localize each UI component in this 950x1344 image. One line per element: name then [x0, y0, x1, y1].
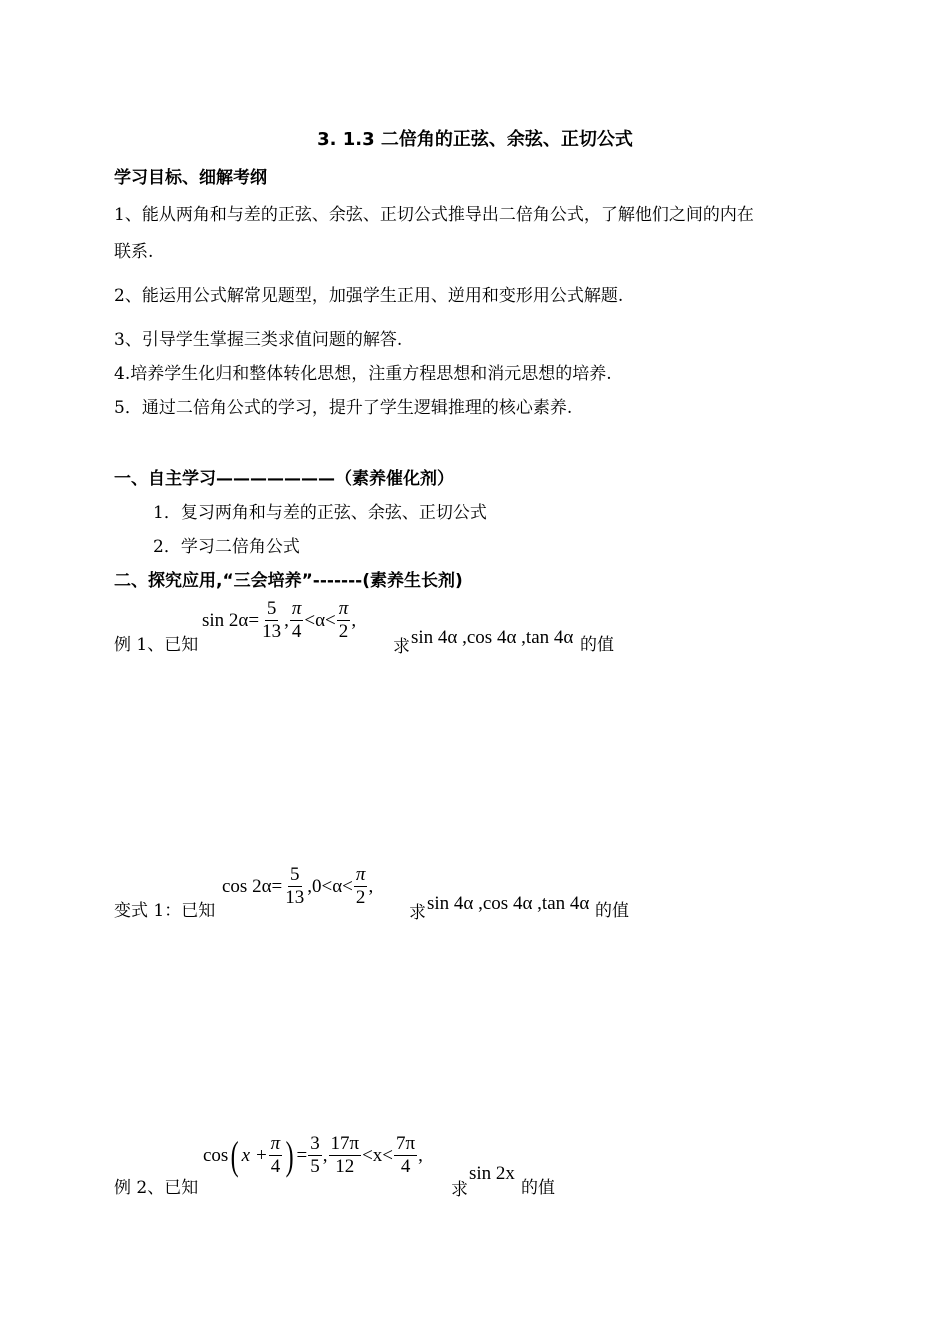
- example2-fraction-3-5: [308, 1133, 322, 1178]
- example1-seek: 求: [393, 637, 410, 657]
- section1-item-1: 1．复习两角和与差的正弦、余弦、正切公式: [153, 503, 487, 523]
- fraction-denominator: 13: [285, 887, 305, 908]
- example2-target: sin 2x: [469, 1163, 515, 1184]
- fraction-denominator: 13: [262, 621, 282, 642]
- example2-seek: 求: [451, 1180, 468, 1200]
- fraction-numerator: 5: [266, 598, 277, 619]
- example2-prefix: 例 2、已知: [114, 1178, 199, 1198]
- example2-comma-2: ,: [418, 1144, 423, 1166]
- example1-condition-formula: [202, 598, 356, 643]
- variant1-equals: =: [271, 875, 283, 897]
- fraction-numerator: 3: [310, 1133, 320, 1154]
- example2-fraction-17pi-12: [329, 1133, 362, 1178]
- fraction-numerator: 5: [290, 864, 300, 885]
- objective-5: 5．通过二倍角公式的学习，提升了学生逻辑推理的核心素养.: [114, 398, 573, 418]
- variant1-fraction-5-13: [283, 864, 306, 909]
- fraction-numerator: 17π: [330, 1133, 360, 1154]
- fraction-numerator: π: [291, 598, 302, 619]
- example2-inequality: <x<: [362, 1144, 394, 1166]
- variant1-seek: 求: [409, 903, 426, 923]
- example1-fraction-5-13: [260, 598, 283, 643]
- fraction-denominator: 4: [270, 1156, 281, 1177]
- example1-suffix: 的值: [580, 635, 614, 655]
- example1-equals: =: [248, 609, 260, 631]
- section1-heading: 一、自主学习———————（素养催化剂）: [114, 469, 454, 489]
- left-paren: (: [230, 1132, 239, 1178]
- section1-item-2: 2．学习二倍角公式: [153, 537, 300, 557]
- example1-inequality: <α<: [304, 609, 336, 631]
- variant1-prefix: 变式 1：已知: [114, 901, 216, 921]
- objective-1-line-2: 联系.: [114, 242, 154, 262]
- example1-comma-2: ,: [351, 609, 357, 631]
- example2-fraction-pi-4: [269, 1133, 283, 1178]
- section2-heading: 二、探究应用,“三会培养”-------(素养生长剂): [114, 571, 463, 591]
- variant1-range: ,0<α<: [307, 875, 353, 897]
- objective-2: 2、能运用公式解常见题型，加强学生正用、逆用和变形用公式解题.: [114, 286, 624, 306]
- example1-fraction-pi-4: [290, 598, 304, 643]
- variant1-condition-formula: [222, 864, 373, 909]
- example2-cos: cos: [203, 1144, 229, 1166]
- example1-comma-1: ,: [284, 609, 289, 631]
- fraction-denominator: 12: [335, 1156, 355, 1177]
- page-title: 3. 1.3 二倍角的正弦、余弦、正切公式: [317, 129, 633, 150]
- example2-condition-formula: [203, 1133, 423, 1178]
- example2-x-plus: x +: [241, 1144, 268, 1166]
- example1-targets: sin 4α ,cos 4α ,tan 4α: [411, 627, 574, 648]
- variant1-comma: ,: [368, 875, 374, 897]
- variant1-suffix: 的值: [595, 901, 629, 921]
- fraction-numerator: π: [355, 864, 366, 885]
- example2-equals: =: [296, 1144, 308, 1166]
- objective-3: 3、引导学生掌握三类求值问题的解答.: [114, 330, 403, 350]
- example1-prefix: 例 1、已知: [114, 635, 199, 655]
- fraction-numerator: π: [338, 598, 349, 619]
- objective-4: 4.培养学生化归和整体转化思想，注重方程思想和消元思想的培养.: [114, 364, 612, 384]
- fraction-denominator: 2: [338, 621, 349, 642]
- fraction-numerator: π: [270, 1133, 281, 1154]
- fraction-numerator: 7π: [396, 1133, 416, 1154]
- fraction-denominator: 2: [355, 887, 366, 908]
- example1-fraction-pi-2: [337, 598, 351, 643]
- example2-fraction-7pi-4: [394, 1133, 417, 1178]
- variant1-targets: sin 4α ,cos 4α ,tan 4α: [427, 893, 590, 914]
- fraction-denominator: 5: [310, 1156, 320, 1177]
- right-paren: ): [285, 1132, 294, 1178]
- fraction-denominator: 4: [291, 621, 302, 642]
- variant1-fraction-pi-2: [354, 864, 368, 909]
- example2-suffix: 的值: [521, 1178, 555, 1198]
- example2-comma-1: ,: [322, 1144, 328, 1166]
- variant1-cos2a: cos 2α: [222, 875, 272, 897]
- objective-1-line-1: 1、能从两角和与差的正弦、余弦、正切公式推导出二倍角公式，了解他们之间的内在: [114, 205, 754, 225]
- fraction-denominator: 4: [400, 1156, 411, 1177]
- objectives-heading: 学习目标、细解考纲: [114, 168, 267, 188]
- example1-sin2a: sin 2α: [202, 609, 249, 631]
